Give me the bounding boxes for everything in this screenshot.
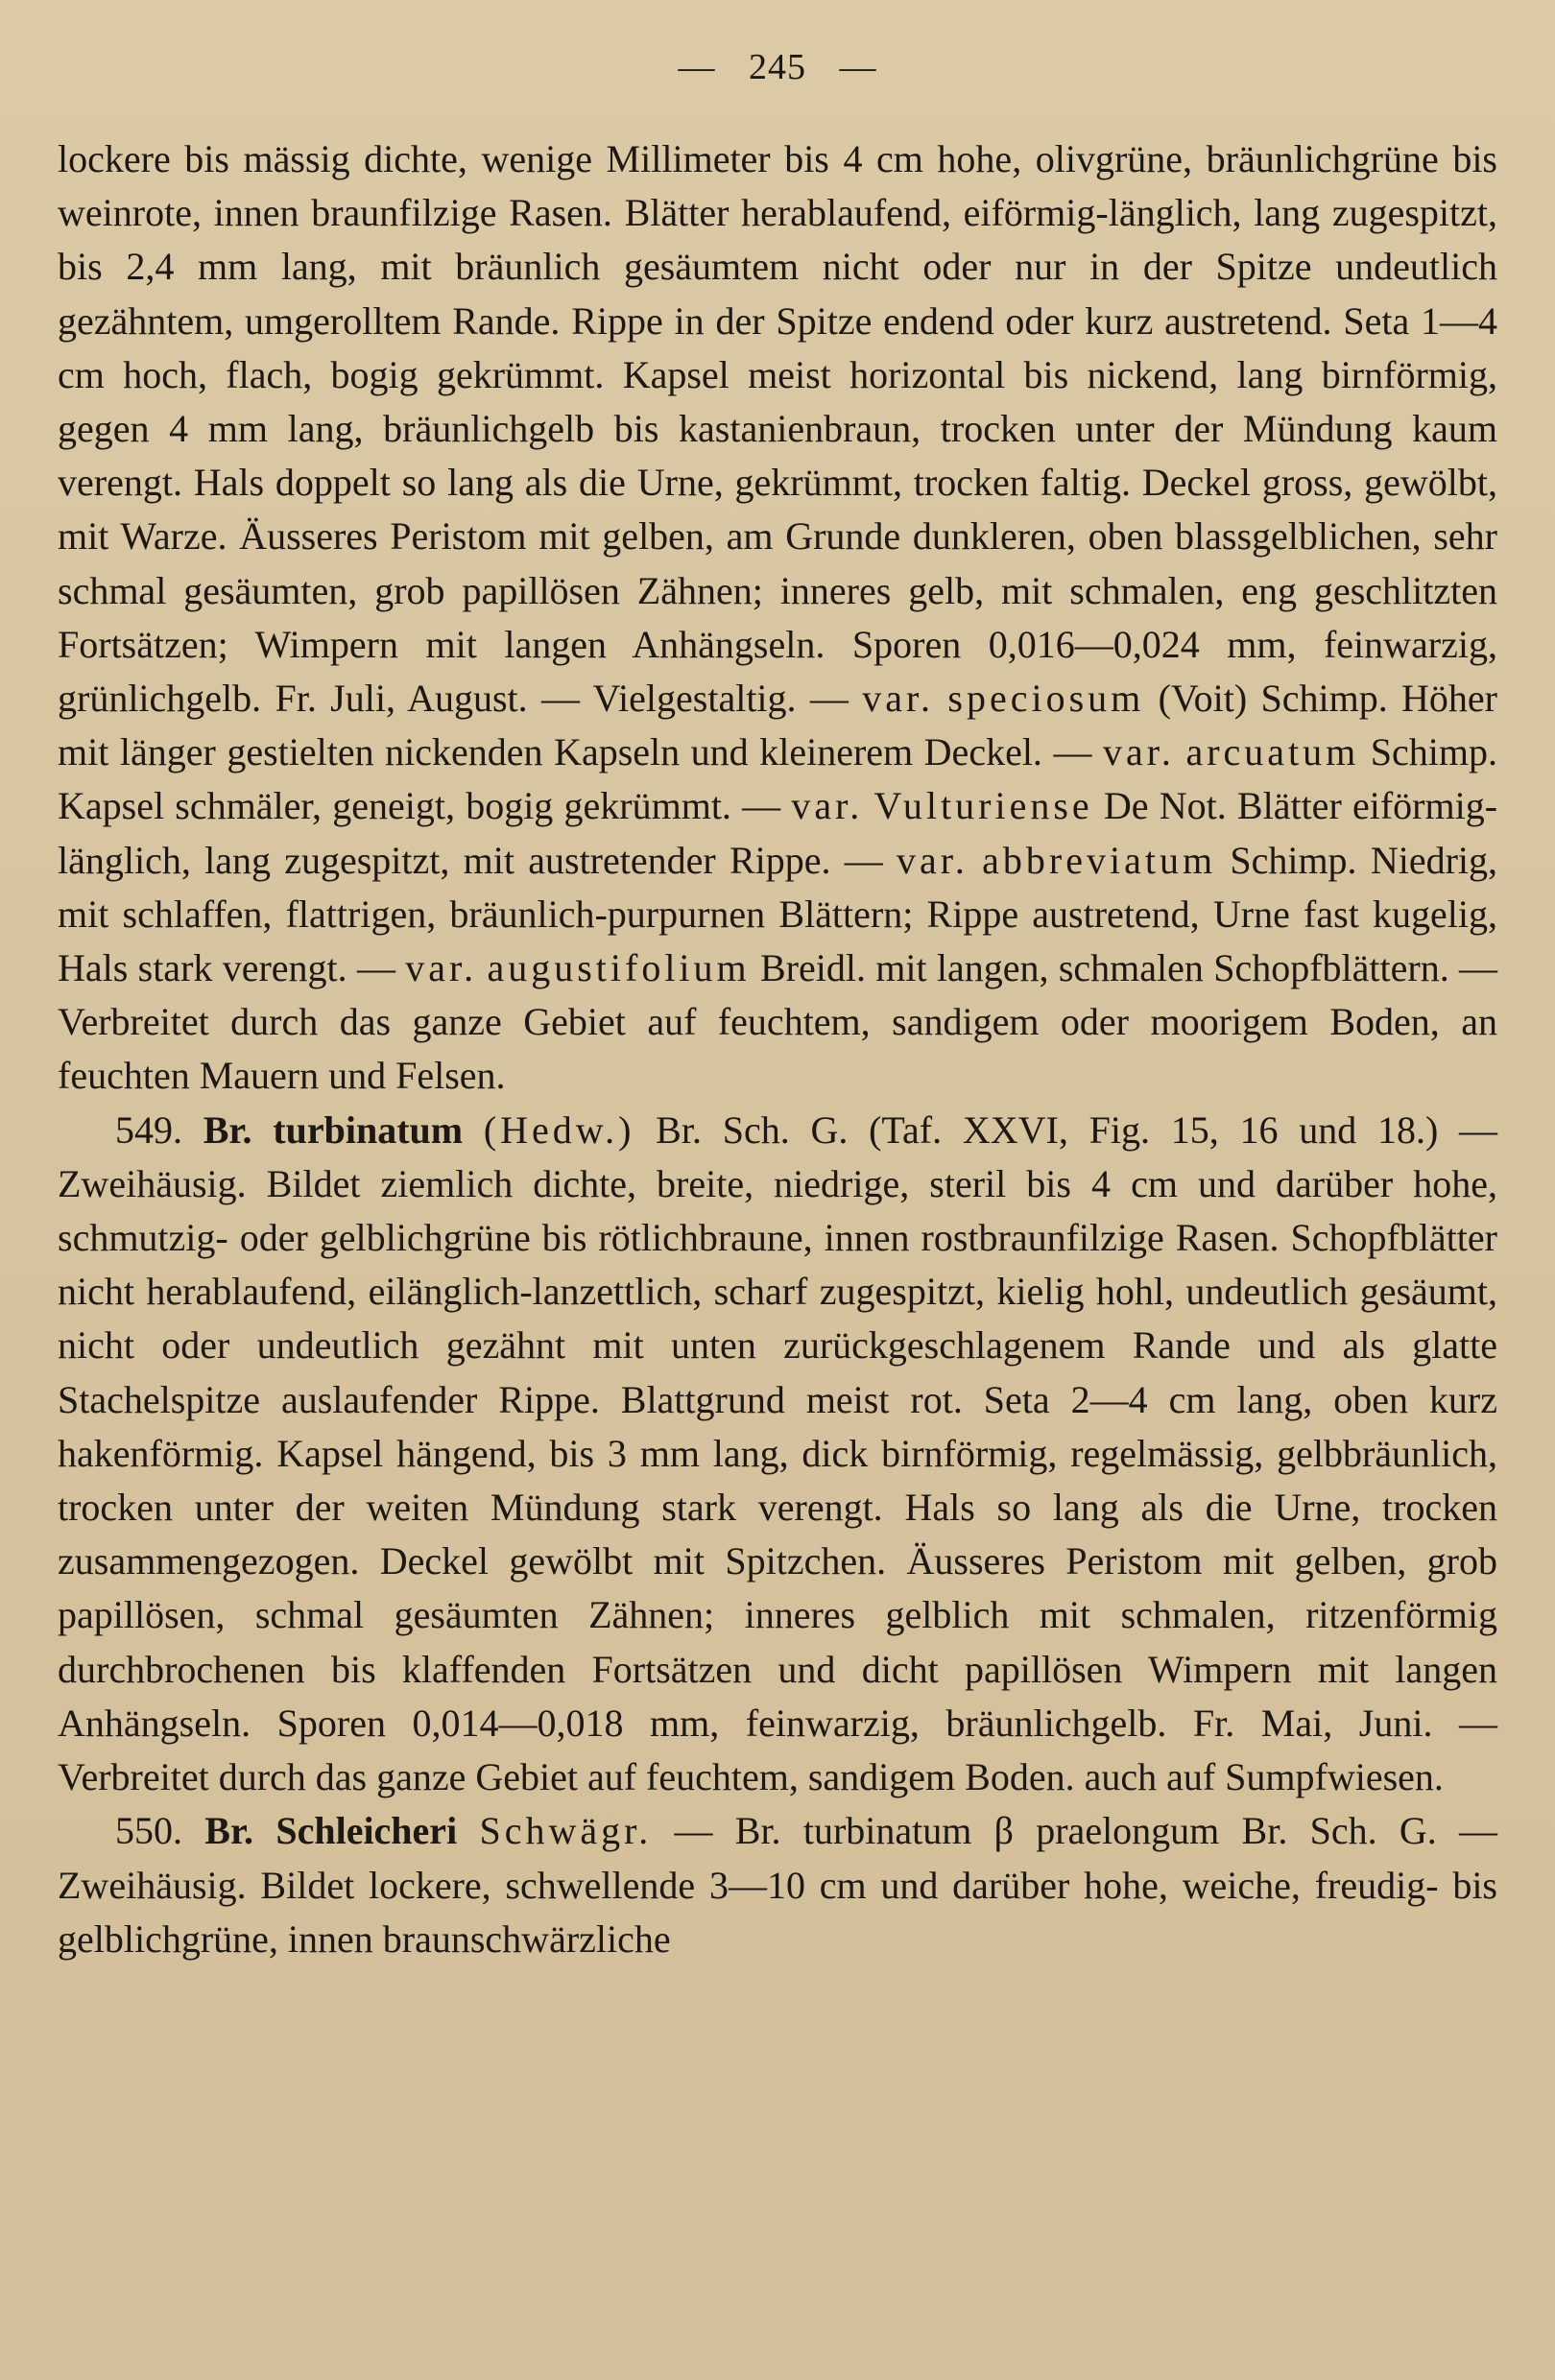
text-run: Schimp. Kapsel schmäler, geneigt, bogig gekrümmt. —: [58, 730, 1498, 828]
genus-abbrev: Br.: [204, 1809, 254, 1853]
variety-name: abbreviatum: [982, 838, 1217, 882]
header-dash-right: —: [839, 47, 877, 87]
species-name: turbinatum: [273, 1107, 464, 1152]
page-number: 245: [749, 47, 806, 87]
species-author: (Hedw.): [483, 1107, 635, 1152]
var-label: var.: [1103, 730, 1175, 774]
text-run: De Not. Blätter eiförmig-länglich, lang zugespitzt, mit austretender Rippe. —: [58, 784, 1498, 882]
species-entry-550: [58, 1804, 1497, 1966]
species-name: Schleicheri: [275, 1809, 458, 1853]
header-dash-left: —: [678, 47, 716, 87]
genus-abbrev: Br.: [203, 1107, 252, 1152]
variety-name: speciosum: [947, 677, 1145, 721]
text-run: Schimp. Niedrig, mit schlaffen, flattrigen, bräunlich-purpurnen Blättern; Rippe austretend, Urne fast kugelig, Hals stark verengt. —: [58, 838, 1498, 990]
var-label: var.: [791, 784, 864, 828]
entry-number: 549.: [115, 1107, 182, 1152]
species-author: Schwägr.: [479, 1809, 653, 1853]
text-run: (Voit) Schimp. Höher mit länger gestielten nickenden Kapseln und kleinerem Deckel. —: [58, 677, 1498, 774]
var-label: var.: [897, 838, 969, 882]
entry-text: — Br. turbinatum β praelongum Br. Sch. G. — Zweihäusig. Bildet lockere, schwellende 3—10 cm und darüber hohe, weiche, freudig- bis gelblichgrüne, innen braunschwärzliche: [58, 1809, 1498, 1961]
variety-name: arcuatum: [1185, 730, 1360, 774]
text-run: lockere bis mässig dichte, wenige Millimeter bis 4 cm hohe, olivgrüne, bräunlichgrüne bis weinrote, innen braunfilzige Rasen. Blätter herablaufend, eiförmig-länglich, lang zugespitzt, bis 2,4 mm lang, mit bräunlich gesäumtem nicht oder nur in der Spitze undeutlich gezähntem, umgerolltem Rande. Rippe in der Spitze endend oder kurz austretend. Seta 1—4 cm hoch, flach, bogig gekrümmt. Kapsel meist horizontal bis nickend, lang birnförmig, gegen 4 mm lang, bräunlichgelb bis kastanienbraun, trocken unter der Mündung kaum verengt. Hals doppelt so lang als die Urne, gekrümmt, trocken faltig. Deckel gross, gewölbt, mit Warze. Äusseres Peristom mit gelben, am Grunde dunkleren, oben blassgelblichen, sehr schmal gesäumten, grob papillösen Zähnen; inneres gelb, mit schmalen, eng geschlitzten Fortsätzen; Wimpern mit langen Anhängseln. Sporen 0,016—0,024 mm, feinwarzig, grünlichgelb. Fr. Juli, August. — Vielgestaltig. —: [58, 137, 1497, 721]
variety-name: Vulturiense: [873, 784, 1093, 828]
entry-number: 550.: [115, 1809, 182, 1853]
variety-name: augustifolium: [487, 946, 751, 990]
var-label: var.: [405, 946, 478, 990]
paragraph-continuation: [58, 132, 1497, 1104]
var-label: var.: [862, 677, 935, 721]
page-header: [0, 46, 1555, 88]
species-entry-549: [58, 1104, 1497, 1805]
page-body: [58, 132, 1497, 1966]
text-run: Breidl. mit langen, schmalen Schopfblättern. — Verbreitet durch das ganze Gebiet auf feuchtem, sandigem oder moorigem Boden, an feuchten Mauern und Felsen.: [58, 946, 1498, 1098]
entry-text: Br. Sch. G. (Taf. XXVI, Fig. 15, 16 und 18.) — Zweihäusig. Bildet ziemlich dichte, breite, niedrige, steril bis 4 cm und darüber hohe, schmutzig- oder gelblichgrüne bis rötlichbraune, innen rostbraunfilzige Rasen. Schopfblätter nicht herablaufend, eilänglich-lanzettlich, scharf zugespitzt, kielig hohl, undeutlich gesäumt, nicht oder undeutlich gezähnt mit unten zurückgeschlagenem Rande und als glatte Stachelspitze auslaufender Rippe. Blattgrund meist rot. Seta 2—4 cm lang, oben kurz hakenförmig. Kapsel hängend, bis 3 mm lang, dick birnförmig, regelmässig, gelbbräunlich, trocken unter der weiten Mündung stark verengt. Hals so lang als die Urne, trocken zusammengezogen. Deckel gewölbt mit Spitzchen. Äusseres Peristom mit gelben, grob papillösen, schmal gesäumten Zähnen; inneres gelblich mit schmalen, ritzenförmig durchbrochenen bis klaffenden Fortsätzen und dicht papillösen Wimpern mit langen Anhängseln. Sporen 0,014—0,018 mm, feinwarzig, bräunlichgelb. Fr. Mai, Juni. — Verbreitet durch das ganze Gebiet auf feuchtem, sandigem Boden. auch auf Sumpfwiesen.: [58, 1107, 1498, 1799]
